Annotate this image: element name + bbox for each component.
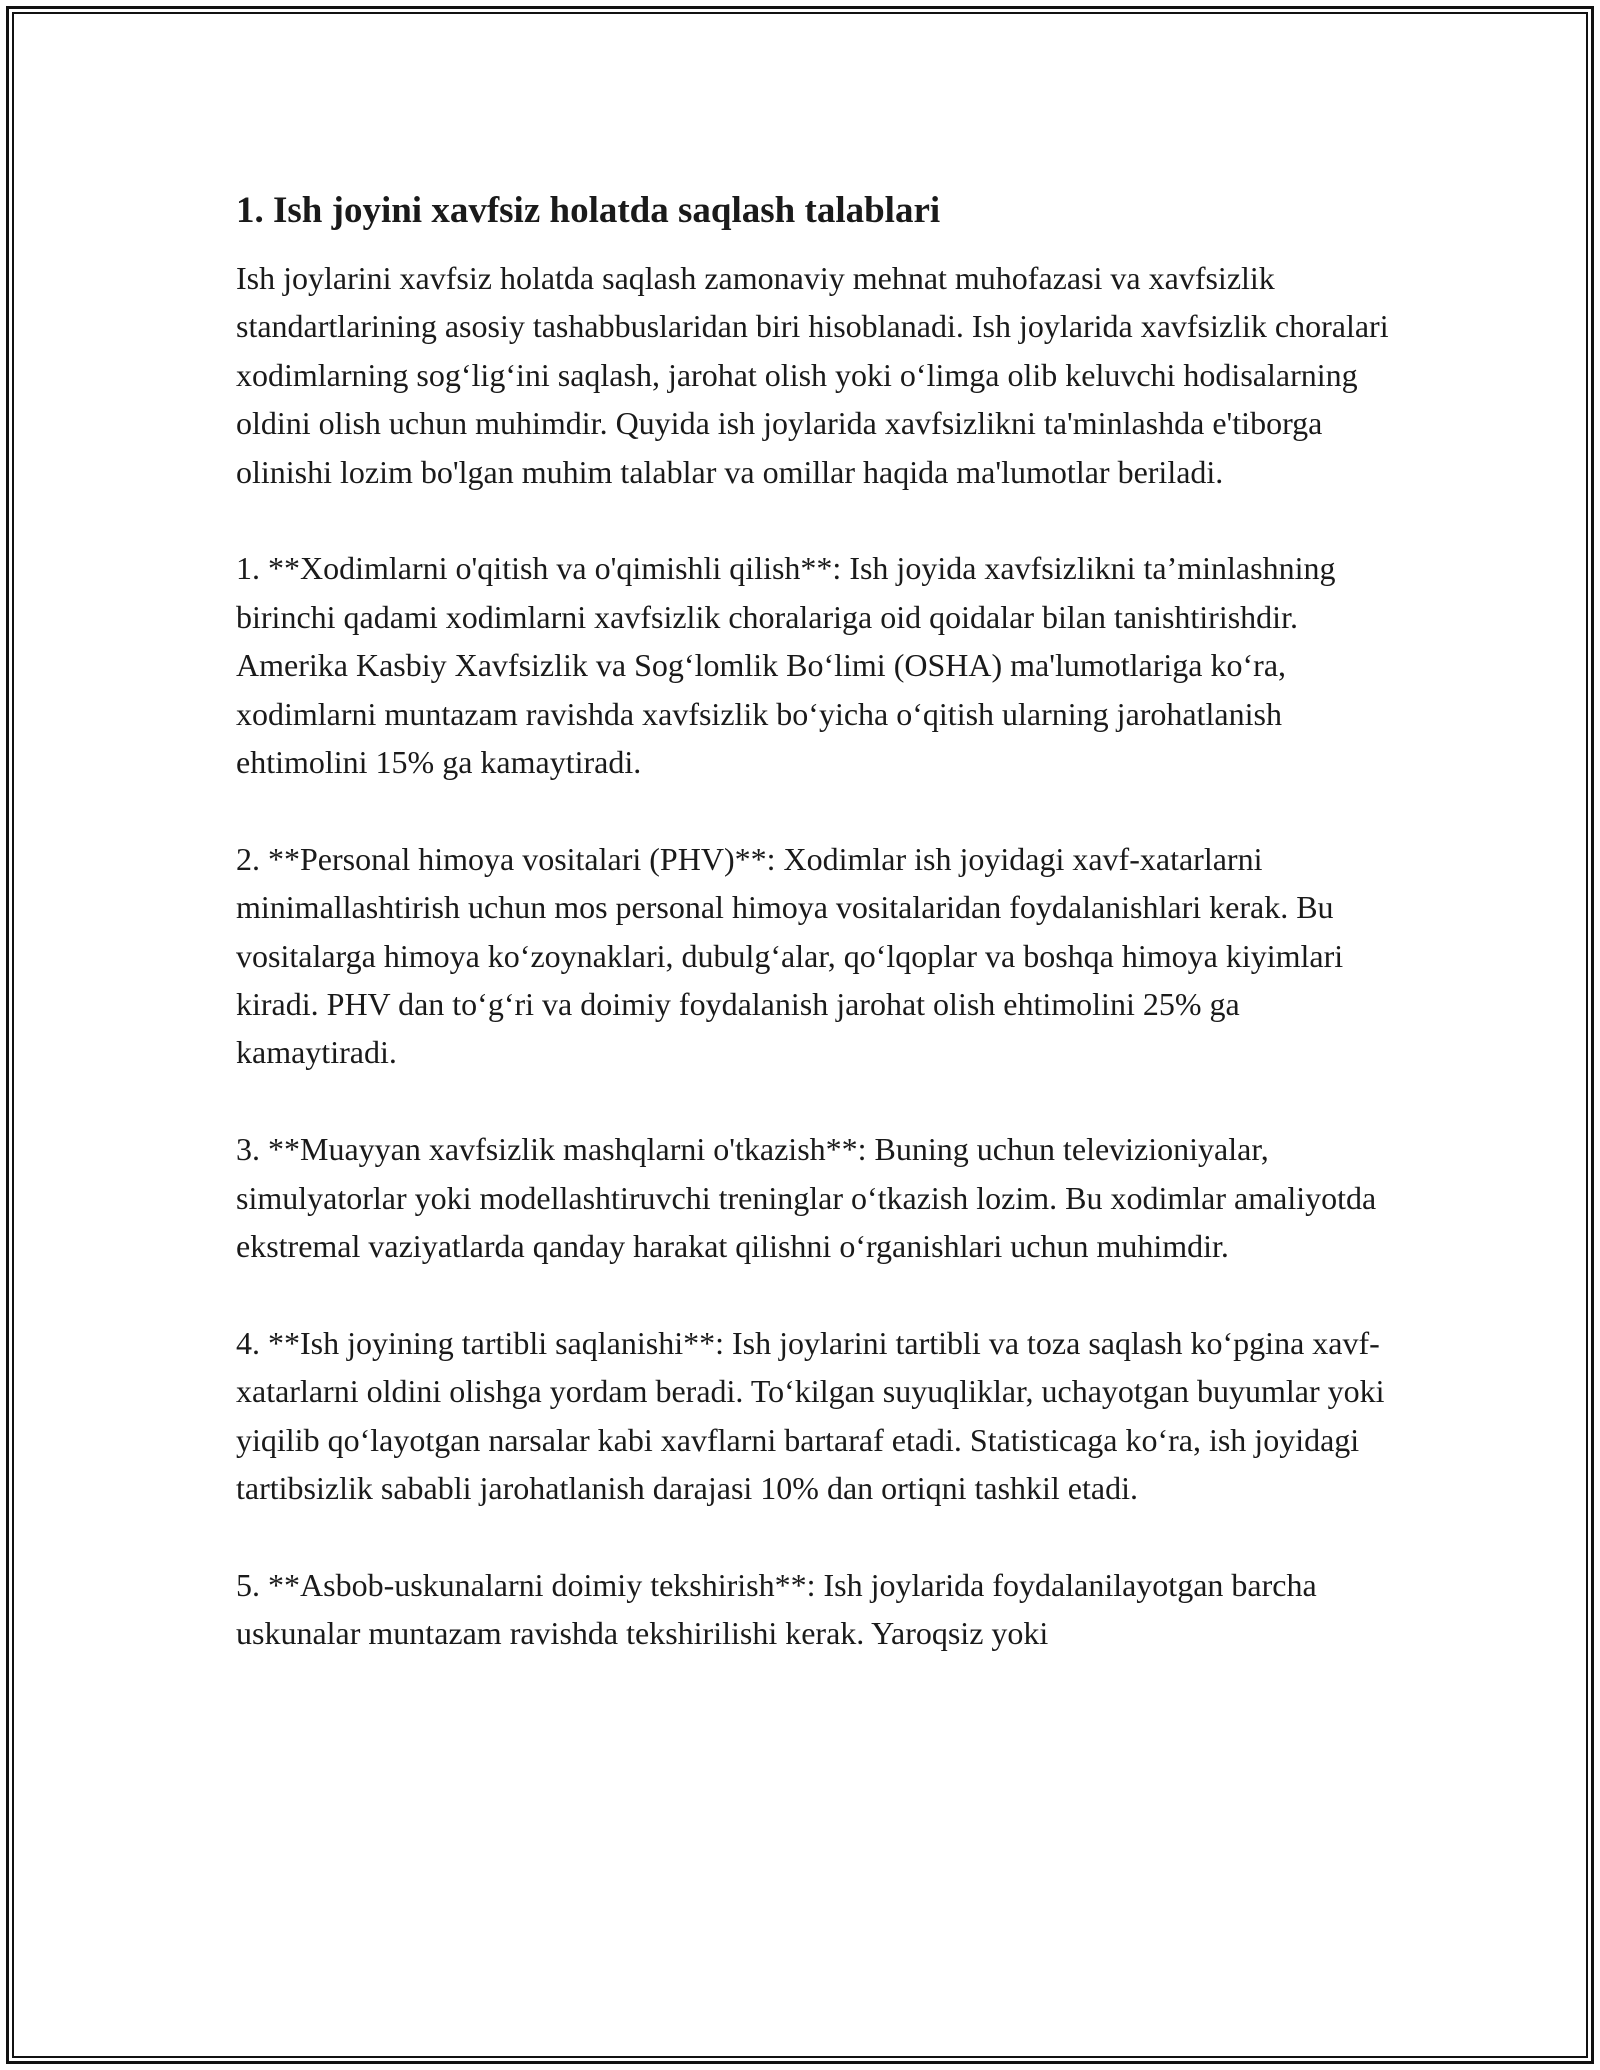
paragraph-orderliness: 4. **Ish joyining tartibli saqlanishi**: Ish joylarini tartibli va toza saqlash ko‘pgina xavf-xatarlarni oldini olishga yordam beradi. To‘kilgan suyuqliklar, uchayotgan buyumlar yoki yiqilib qo‘layotgan narsalar kabi xavflarni bartaraf etadi. Statisticaga ko‘ra, ish joyidagi tartibsizlik sababli jarohatlanish darajasi 10% dan ortiqni tashkil etadi. [236,1324,1385,1507]
paragraph-ppe: 2. **Personal himoya vositalari (PHV)**: Xodimlar ish joyidagi xavf-xatarlarni minimallashtirish uchun mos personal himoya vositalaridan foydalanishlari kerak. Bu vositalarga himoya ko‘zoynaklari, dubulg‘alar, qo‘lqoplar va boshqa himoya kiyimlari kiradi. PHV dan to‘g‘ri va doimiy foydalanish jarohat olish ehtimolini 25% ga kamaytiradi. [236,840,1344,1071]
intro-paragraph: Ish joylarini xavfsiz holatda saqlash zamonaviy mehnat muhofazasi va xavfsizlik standartlarining asosiy tashabbuslaridan biri hisoblanadi. Ish joylarida xavfsizlik choralari xodimlarning sog‘lig‘ini saqlash, jarohat olish yoki o‘limga olib keluvchi hodisalarning oldini olish uchun muhimdir. Quyida ish joylarida xavfsizlikni ta'minlashda e'tiborga olinishi lozim bo'lgan muhim talablar va omillar haqida ma'lumotlar beriladi. [236,260,1389,490]
document-body [236,187,1396,1706]
document-title: 1. Ish joyini xavfsiz holatda saqlash talablari [236,190,941,231]
paragraph-drills: 3. **Muayyan xavfsizlik mashqlarni o'tkazish**: Buning uchun televizioniyalar, simulyatorlar yoki modellashtiruvchi treninglar o‘tkazish lozim. Bu xodimlar amaliyotda ekstremal vaziyatlarda qanday harakat qilishni o‘rganishlari uchun muhimdir. [236,1131,1377,1265]
paragraph-equipment-check: 5. **Asbob-uskunalarni doimiy tekshirish**: Ish joylarida foydalanilayotgan barcha uskunalar muntazam ravishda tekshirilishi kerak. Yaroqsiz yoki [236,1566,1317,1652]
paragraph-training: 1. **Xodimlarni o'qitish va o'qimishli qilish**: Ish joyida xavfsizlikni ta’minlashning birinchi qadami xodimlarni xavfsizlik choralariga oid qoidalar bilan tanishtirishdir. Amerika Kasbiy Xavfsizlik va Sog‘lomlik Bo‘limi (OSHA) ma'lumotlariga ko‘ra, xodimlarni muntazam ravishda xavfsizlik bo‘yicha o‘qitish ularning jarohatlanish ehtimolini 15% ga kamaytiradi. [236,550,1336,781]
